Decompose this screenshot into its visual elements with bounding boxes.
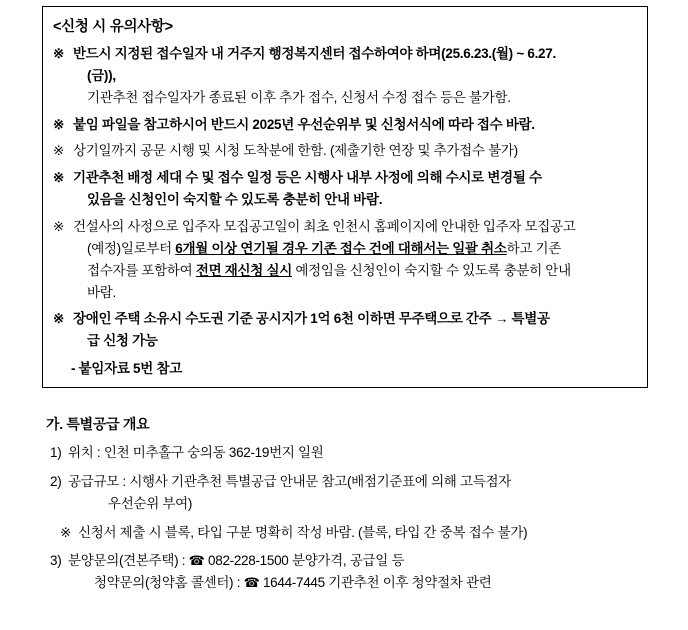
notice-item	[53, 308, 637, 352]
notice-marker: ※	[53, 143, 65, 159]
notice-marker: ※	[53, 170, 65, 186]
section-heading: 가. 특별공급 개요	[46, 416, 150, 432]
notice-item-body	[73, 308, 637, 352]
special-supply-section	[42, 414, 672, 602]
notice-line: 있음을 신청인이 숙지할 수 있도록 충분히 안내 바람.	[87, 192, 383, 208]
notice-line: 건설사의 사정으로 입주자 모집공고일이 최초 인천시 홈페이지에 안내한 입주자 모집공고	[73, 219, 576, 235]
contact-line-subscription	[68, 572, 672, 594]
notice-box	[42, 6, 648, 388]
note-body: 신청서 제출 시 블록, 타입 구분 명확히 작성 바람. (블록, 타입 간 중복 접수 불가)	[78, 524, 528, 540]
section-contact-item	[42, 550, 672, 594]
section-contact-body	[68, 550, 672, 594]
section-item-number: 2)	[50, 473, 62, 489]
section-note	[42, 522, 672, 544]
notice-marker: ※	[53, 116, 65, 132]
notice-item	[53, 216, 637, 303]
notice-item-body	[73, 216, 637, 303]
notice-item-body	[73, 114, 637, 136]
section-line: 우선순위 부여)	[108, 495, 193, 511]
phone-icon: ☎	[188, 554, 205, 570]
notice-marker: ※	[53, 219, 65, 235]
notice-text-emphasis: 6개월 이상 연기될 경우 기존 접수 건에 대해서는 일괄 취소	[175, 240, 507, 256]
notice-marker: ※	[53, 46, 65, 61]
notice-footnote: - 붙임자료 5번 참고	[71, 361, 182, 377]
contact-label: 청약문의(청약홈 콜센터) :	[94, 575, 244, 591]
notice-text: 접수자를 포함하여	[87, 262, 196, 278]
section-line: 위치 : 인천 미추홀구 숭의동 362-19번지 일원	[68, 445, 324, 460]
section-item-body	[68, 471, 672, 515]
notice-item-body	[73, 167, 637, 211]
contact-value: 1644-7445 기관추천 이후 청약절차 관련	[259, 575, 492, 591]
section-line: 공급규모 : 시행사 기관추천 특별공급 안내문 참고(배점기준표에 의해 고득점자	[68, 473, 511, 489]
notice-text: 예정임을 신청인이 숙지할 수 있도록 충분히 안내	[291, 262, 571, 278]
notice-text-emphasis: 전면 재신청 실시	[195, 262, 292, 278]
notice-line: 급 신청 가능	[87, 333, 158, 349]
contact-value: 082-228-1500 분양가격, 공급일 등	[204, 553, 405, 569]
notice-text: 바람.	[87, 284, 116, 300]
notice-line: 상기일까지 공문 시행 및 시청 도착분에 한함. (제출기한 연장 및 추가접수 불가)	[73, 143, 518, 159]
notice-item	[53, 140, 637, 162]
notice-rich-line	[73, 260, 637, 282]
notice-rich-line	[73, 282, 637, 304]
notice-line: 장애인 주택 소유시 수도권 기준 공시지가 1억 6천 이하면 무주택으로 간주 → 특별공	[73, 311, 550, 327]
notice-text: (예정)일로부터	[87, 240, 176, 256]
notice-item	[53, 43, 637, 109]
notice-line: (금)),	[87, 67, 116, 83]
phone-icon: ☎	[243, 576, 260, 592]
contact-label: 분양문의(견본주택) :	[68, 553, 189, 569]
section-item-number: 3)	[50, 553, 62, 569]
notice-marker: ※	[53, 311, 65, 327]
note-marker: ※	[60, 524, 72, 540]
notice-line: 붙임 파일을 참고하시어 반드시 2025년 우선순위부 및 신청서식에 따라 접수 바람.	[73, 116, 535, 132]
notice-item-body	[73, 43, 637, 109]
notice-rich-line	[73, 238, 637, 260]
notice-item-body	[73, 140, 637, 162]
section-item-number: 1)	[50, 445, 62, 460]
notice-title: <신청 시 유의사항>	[53, 19, 173, 35]
notice-line: 기관추천 접수일자가 종료된 이후 추가 접수, 신청서 수정 접수 등은 불가함.	[87, 89, 511, 105]
notice-text: 하고 기존	[506, 240, 562, 256]
contact-line-sales	[68, 550, 672, 572]
notice-line: 반드시 지정된 접수일자 내 거주지 행정복지센터 접수하여야 하며(25.6.23.(월) ~ 6.27.	[73, 46, 556, 61]
notice-item	[53, 114, 637, 136]
section-item-body	[68, 442, 672, 464]
notice-line: 기관추천 배정 세대 수 및 접수 일정 등은 시행사 내부 사정에 의해 수시로 변경될 수	[73, 170, 542, 186]
section-item	[42, 471, 672, 515]
section-item	[42, 442, 672, 464]
notice-item	[53, 167, 637, 211]
